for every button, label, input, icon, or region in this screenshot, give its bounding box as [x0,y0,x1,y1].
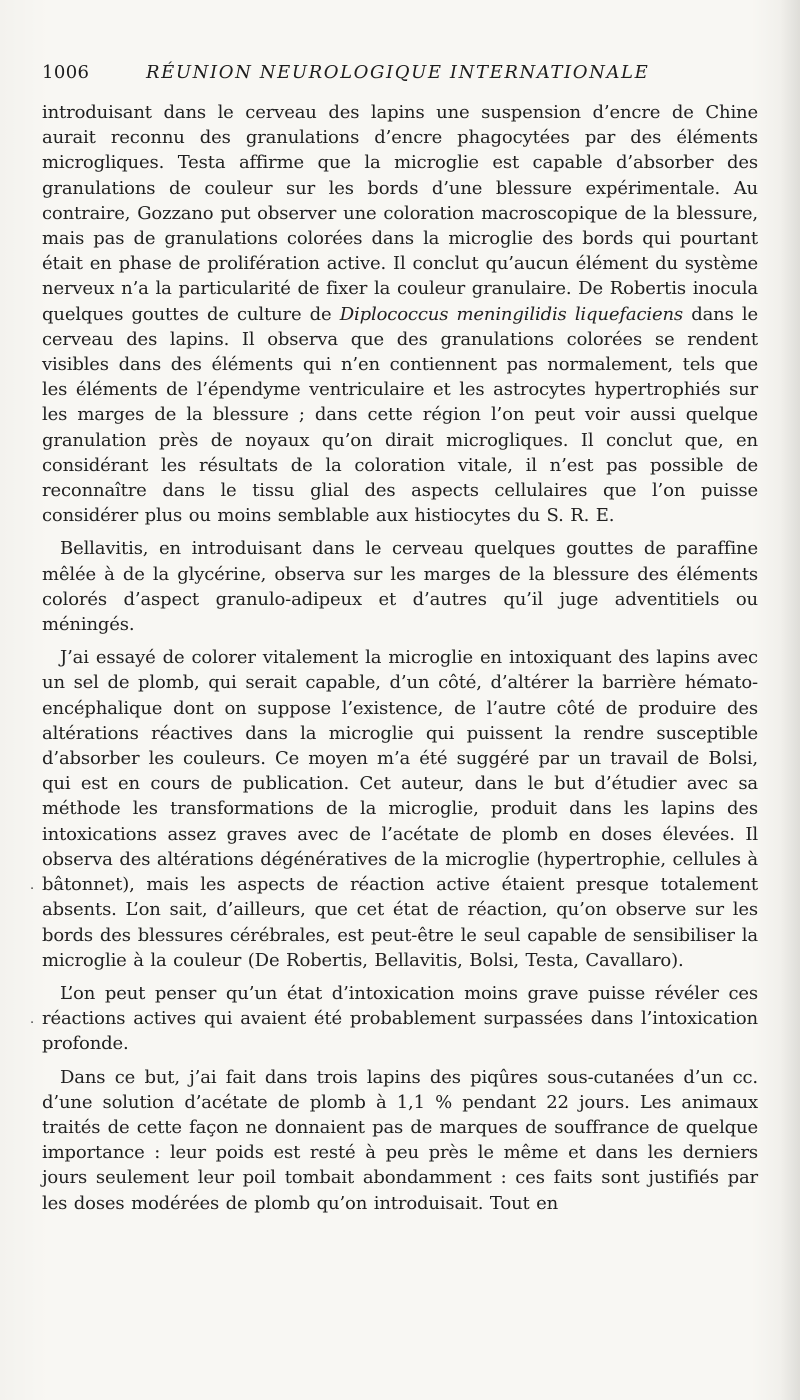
paragraph-1-start: introduisant dans le cerveau des lapins une suspension d’encre de Chine aurait reconnu des granulations d’encre phagocytées par des éléments microgliques. Testa affirme que la microglie est capable d’absorber des granulations de couleur sur les bords d’une blessure expérimentale. Au contraire, Gozzano put observer une coloration macroscopique de la blessure, mais pas de granulations colorées dans la microglie des bords qui pourtant était en phase de prolifération active. Il conclut qu’aucun élément du système nerveux n’a la particularité de fixer la couleur granulaire. De Robertis inocula quelques gouttes de culture de [42,102,758,325]
margin-dot-lower: · [30,1016,35,1031]
running-head [42,62,758,92]
paragraph-3: J’ai essayé de colorer vitalement la microglie en intoxiquant des lapins avec un sel de plomb, qui serait capable, d’un côté, d’altérer la barrière hémato-encéphalique dont on suppose l’existence, de l’autre côté de produire des altérations réactives dans la microglie qui puissent la rendre susceptible d’absorber les couleurs. Ce moyen m’a été suggéré par un travail de Bolsi, qui est en cours de publication. Cet auteur, dans le but d’étudier avec sa méthode les transformations de la microglie, produit dans les lapins des intoxications assez graves avec de l’acétate de plomb en doses élevées. Il observa des altérations dégénératives de la microglie (hypertrophie, cellules à bâtonnet), mais les aspects de réaction active étaient presque totalement absents. L’on sait, d’ailleurs, que cet état de réaction, qu’on observe sur les bords des blessures cérébrales, est peut-être le seul capable de sensibiliser la microglie à la couleur (De Robertis, Bellavitis, Bolsi, Testa, Cavallaro). [42,647,758,971]
paragraph-4: L’on peut penser qu’un état d’intoxication moins grave puisse révéler ces réactions actives qui avaient été probablement surpassées dans l’intoxication profonde. [42,982,758,1055]
paragraph-1 [42,100,758,528]
journal-title: RÉUNION NEUROLOGIQUE INTERNATIONALE [146,62,650,83]
paragraph-1-end: dans le cerveau des lapins. Il observa que des granulations colorées se rendent visibles dans des éléments qui n’en contiennent pas normalement, tels que les éléments de l’épendyme ventriculaire et les astrocytes hypertrophiés sur les marges de la blessure ; dans cette région l’on peut voir aussi quelque granulation près de noyaux qu’on dirait microgliques. Il conclut que, en considérant les résultats de la coloration vitale, il n’est pas possible de reconnaître dans le tissu glial des aspects cellulaires que l’on puisse considérer plus ou moins semblable aux histiocytes du S. R. E. [42,303,758,527]
paragraph-2: Bellavitis, en introduisant dans le cerveau quelques gouttes de paraffine mêlée à de la glycérine, observa sur les marges de la blessure des éléments colorés d’aspect granulo-adipeux et d’autres qu’il juge adventitiels ou méningés. [42,538,758,636]
body-text [42,100,758,1224]
page-number: 1006 [42,62,90,83]
margin-dot-top: · [30,882,35,897]
italic-species-name: Diplococcus meningilidis liquefaciens [339,303,684,325]
page-edge-shadow [780,0,800,1400]
paragraph-5: Dans ce but, j’ai fait dans trois lapins des piqûres sous-cutanées d’un cc. d’une solution d’acétate de plomb à 1,1 % pendant 22 jours. Les animaux traités de cette façon ne donnaient pas de marques de souffrance de quelque importance : leur poids est resté à peu près le même et dans les derniers jours seulement leur poil tombait abondamment : ces faits sont justifiés par les doses modérées de plomb qu’on introduisait. Tout en [42,1066,758,1214]
